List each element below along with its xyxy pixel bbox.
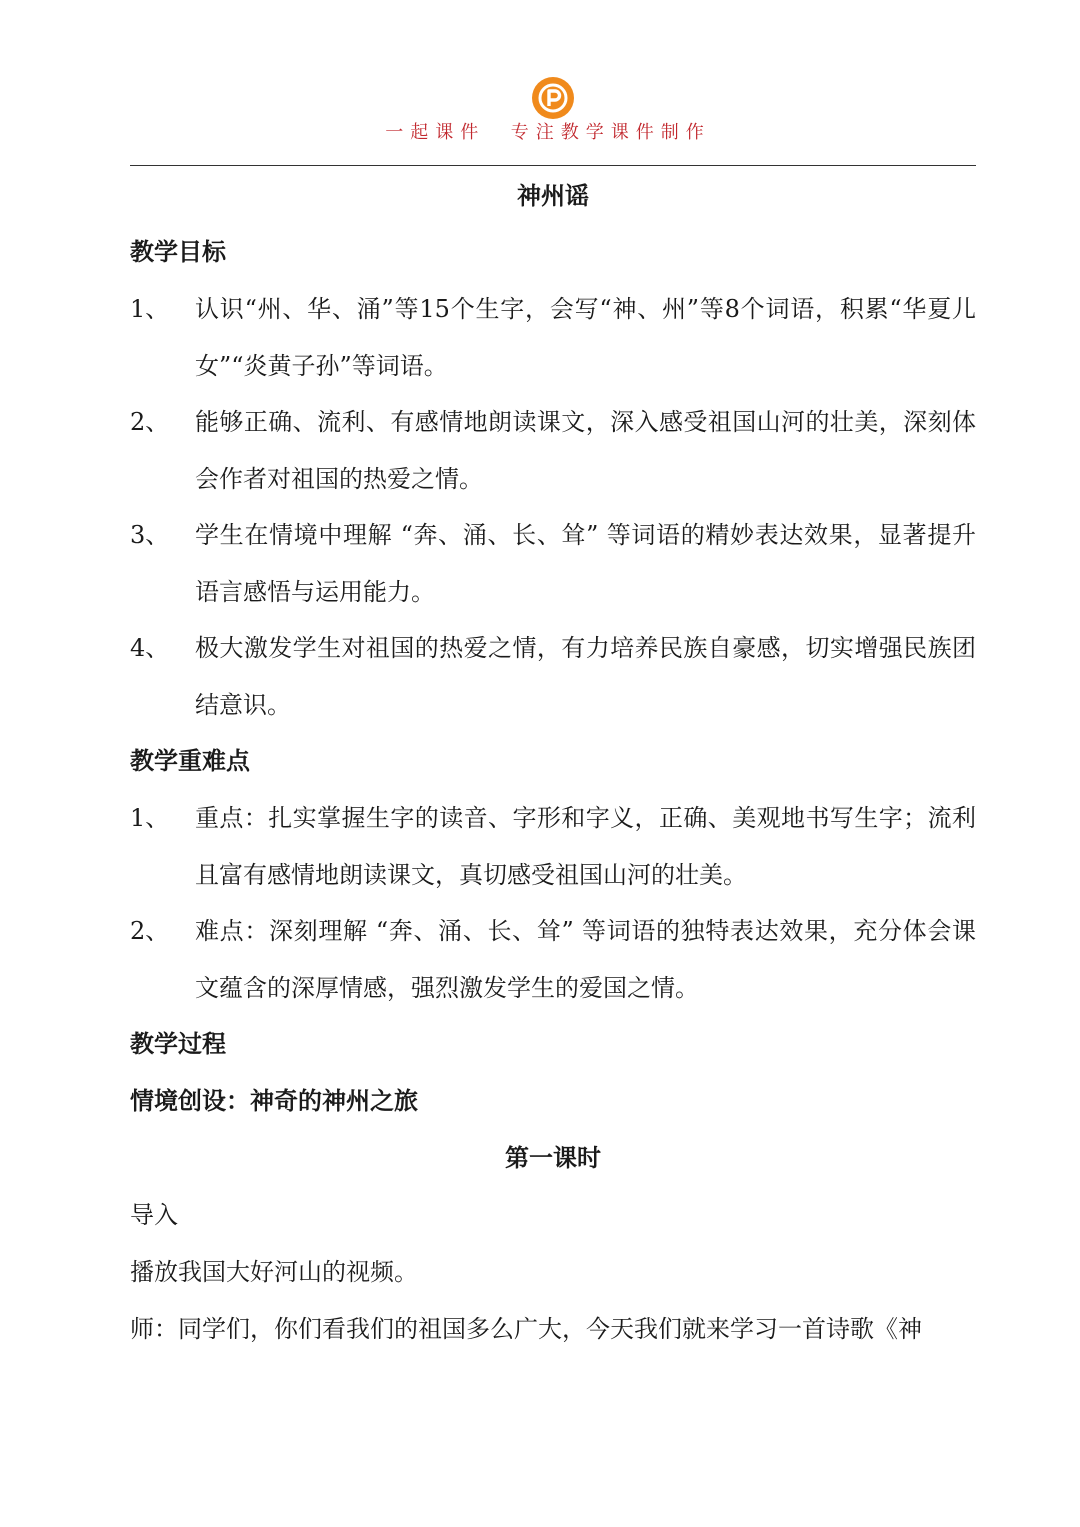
header-divider	[130, 165, 976, 166]
header-tagline: 一起课件 专注教学课件制作	[385, 122, 711, 143]
key-points-heading: 教学重难点	[130, 747, 250, 775]
lesson-title: 第一课时	[505, 1144, 601, 1172]
goals-heading: 教学目标	[130, 238, 226, 266]
intro-label: 导入	[130, 1201, 178, 1229]
goal-item-3-text: 学生在情境中理解 “奔、涌、长、耸” 等词语的精妙表达效果，显著提升语言感悟与运用能力。	[195, 521, 976, 606]
goal-item-4	[130, 620, 976, 734]
goal-item-2-text: 能够正确、流利、有感情地朗读课文，深入感受祖国山河的壮美，深刻体会作者对祖国的热爱之情。	[195, 408, 976, 493]
p-logo-icon	[532, 77, 574, 119]
goal-item-2-number: 2、	[130, 408, 170, 436]
key-point-item-2-number: 2、	[130, 917, 170, 945]
goal-item-1-number: 1、	[130, 295, 170, 323]
paragraph-1: 播放我国大好河山的视频。	[130, 1258, 418, 1286]
document-title: 神州谣	[517, 182, 589, 210]
goal-item-3	[130, 507, 976, 621]
goal-item-3-number: 3、	[130, 521, 170, 549]
goal-item-4-text: 极大激发学生对祖国的热爱之情，有力培养民族自豪感，切实增强民族团结意识。	[195, 634, 976, 719]
key-point-item-2	[130, 903, 976, 1017]
key-point-item-1-number: 1、	[130, 804, 170, 832]
goal-item-1	[130, 281, 976, 395]
process-heading: 教学过程	[130, 1030, 226, 1058]
key-point-item-2-text: 难点：深刻理解 “奔、涌、长、耸” 等词语的独特表达效果，充分体会课文蕴含的深厚情感，强烈激发学生的爱国之情。	[195, 917, 976, 1002]
scenario-heading: 情境创设：神奇的神州之旅	[130, 1087, 418, 1115]
key-point-item-1-text: 重点：扎实掌握生字的读音、字形和字义，正确、美观地书写生字；流利且富有感情地朗读课文，真切感受祖国山河的壮美。	[195, 804, 976, 889]
goal-item-1-text: 认识“州、华、涌”等15个生字，会写“神、州”等8个词语，积累“华夏儿女”“炎黄子孙”等词语。	[195, 295, 976, 380]
goal-item-4-number: 4、	[130, 634, 170, 662]
goal-item-2	[130, 394, 976, 508]
key-point-item-1	[130, 790, 976, 904]
paragraph-2: 师：同学们，你们看我们的祖国多么广大，今天我们就来学习一首诗歌《神	[130, 1315, 922, 1343]
